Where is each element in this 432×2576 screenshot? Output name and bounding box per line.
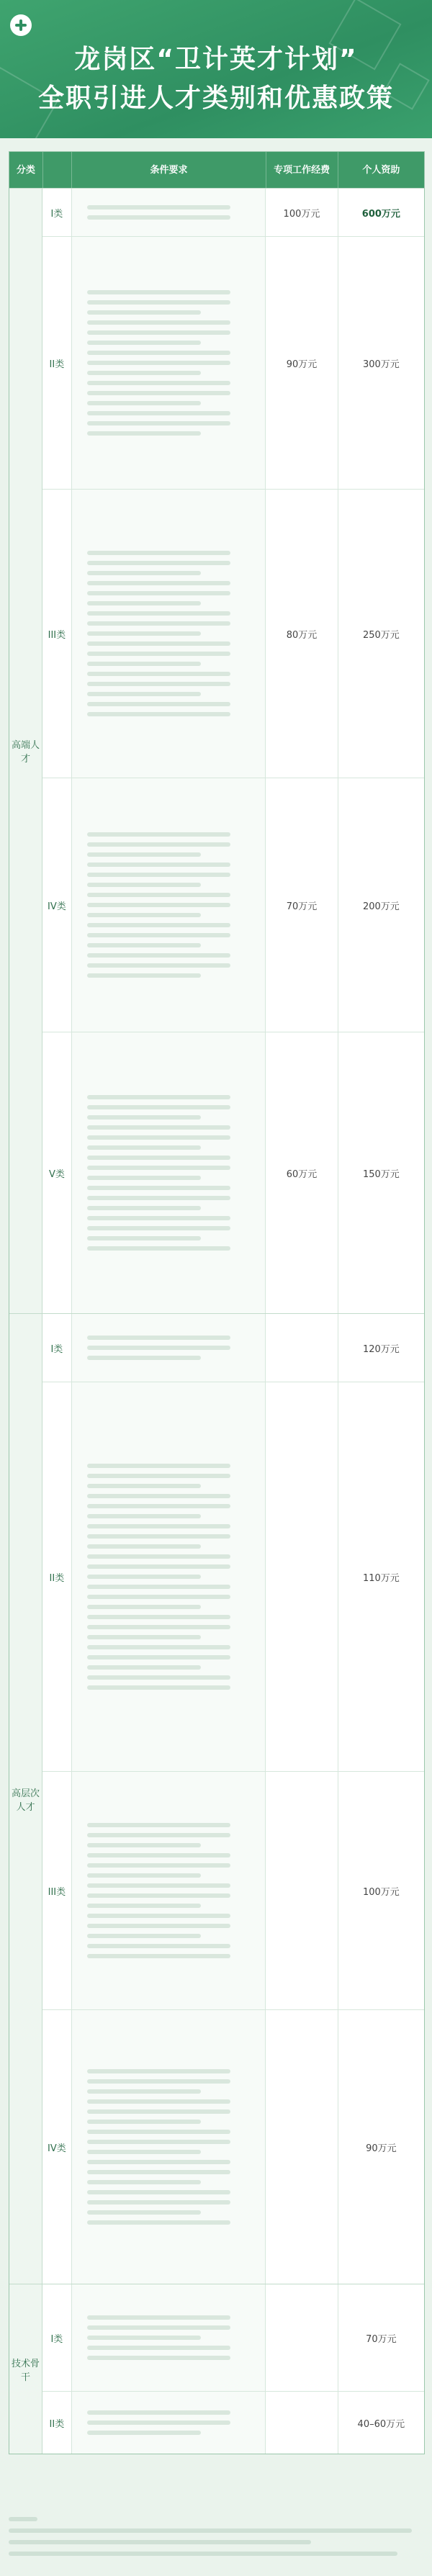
page-title-line1: 龙岗区“卫计英才计划”: [74, 45, 358, 74]
row-fund: [266, 2010, 338, 2284]
notes-section: [9, 2510, 423, 2563]
header-conditions: 条件要求: [72, 152, 266, 188]
row-conditions: [72, 2284, 266, 2391]
table-row: [42, 2391, 424, 2454]
table-row: [42, 1314, 424, 1382]
row-level: I类: [42, 2284, 72, 2391]
page-title-line2: 全职引进人才类别和优惠政策: [37, 84, 394, 113]
row-fund: 70万元: [266, 778, 338, 1032]
row-conditions: [72, 490, 266, 778]
row-conditions: [72, 237, 266, 489]
group-label: 高端人才: [9, 189, 42, 1313]
row-level: II类: [42, 1382, 72, 1771]
row-fund: 100万元: [266, 189, 338, 236]
medical-cross-icon: [10, 14, 32, 36]
notes-placeholder: [9, 2517, 37, 2521]
header-subsidy: 个人资助: [362, 164, 400, 176]
row-subsidy: 100万元: [362, 1886, 400, 1898]
notes-placeholder: [9, 2528, 412, 2533]
row-conditions: [72, 2392, 266, 2454]
row-conditions: [72, 1382, 266, 1771]
table-body: [9, 188, 424, 2454]
table-row: [42, 1771, 424, 2009]
row-level: II类: [42, 237, 72, 489]
row-subsidy: 300万元: [362, 359, 400, 370]
row-fund: [266, 2392, 338, 2454]
row-subsidy: 110万元: [362, 1572, 400, 1584]
page-header: [0, 0, 432, 138]
row-level: II类: [42, 2392, 72, 2454]
row-subsidy: 250万元: [362, 629, 400, 641]
notes-placeholder: [9, 2540, 311, 2544]
table-row: [42, 1382, 424, 1771]
header-level: [43, 152, 73, 188]
row-fund: 80万元: [266, 490, 338, 778]
row-fund: [266, 2284, 338, 2391]
row-subsidy: 120万元: [362, 1343, 400, 1355]
row-subsidy: 600万元: [361, 208, 400, 220]
row-conditions: [72, 1314, 266, 1382]
table-row: [42, 189, 424, 236]
talent-policy-table: [9, 151, 425, 2454]
table-row: [42, 2009, 424, 2284]
row-level: III类: [42, 490, 72, 778]
row-fund: [266, 1314, 338, 1382]
row-level: V类: [42, 1032, 72, 1313]
row-fund: [266, 1382, 338, 1771]
row-subsidy: 40–60万元: [357, 2418, 405, 2430]
row-conditions: [72, 1032, 266, 1313]
group-label: 技术骨干: [9, 2284, 42, 2454]
row-conditions: [72, 189, 266, 236]
table-row: [42, 236, 424, 489]
table-row: [42, 1032, 424, 1313]
row-subsidy: 150万元: [362, 1168, 400, 1180]
row-level: I类: [42, 189, 72, 236]
row-level: III类: [42, 1772, 72, 2009]
row-conditions: [72, 2010, 266, 2284]
table-header: [9, 152, 424, 188]
row-level: IV类: [42, 2010, 72, 2284]
row-conditions: [72, 778, 266, 1032]
row-fund: [266, 1772, 338, 2009]
row-level: IV类: [42, 778, 72, 1032]
row-subsidy: 70万元: [366, 2333, 397, 2345]
talent-group: [9, 1313, 424, 2284]
notes-placeholder: [9, 2552, 397, 2556]
row-level: I类: [42, 1314, 72, 1382]
table-row: [42, 489, 424, 778]
row-subsidy: 200万元: [362, 901, 400, 912]
table-row: [42, 778, 424, 1032]
talent-group: [9, 188, 424, 1313]
row-subsidy: 90万元: [366, 2143, 397, 2154]
header-category: 分类: [9, 152, 43, 188]
talent-group: [9, 2284, 424, 2454]
row-fund: 60万元: [266, 1032, 338, 1313]
group-label: 高层次人才: [9, 1314, 42, 2284]
table-row: [42, 2284, 424, 2391]
row-conditions: [72, 1772, 266, 2009]
header-fund: 专项工作经费: [266, 152, 338, 188]
row-fund: 90万元: [266, 237, 338, 489]
